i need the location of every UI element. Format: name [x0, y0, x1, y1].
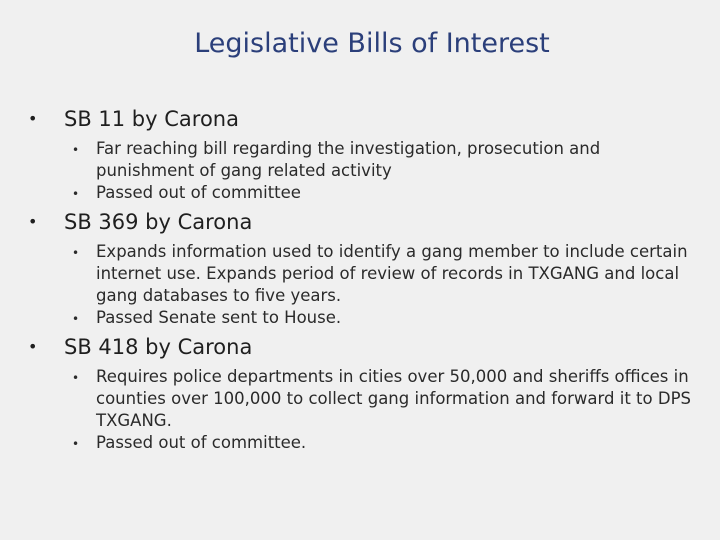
- bill-point: [28, 241, 698, 307]
- bullet-icon: •: [28, 212, 38, 231]
- bill-heading-text: SB 369 by Carona: [64, 210, 253, 234]
- bullet-icon: •: [28, 337, 38, 356]
- bill-points: [28, 241, 698, 329]
- slide-title: Legislative Bills of Interest: [194, 28, 550, 59]
- bill-point-text: Passed Senate sent to House.: [96, 308, 342, 327]
- bill-heading: [28, 332, 698, 362]
- bill-item-sb369: [28, 207, 698, 329]
- bill-item-sb11: [28, 104, 698, 204]
- bill-heading: [28, 104, 698, 134]
- bill-point-text: Far reaching bill regarding the investigation, prosecution and punishment of gang related activity: [96, 139, 601, 180]
- bill-point-text: Passed out of committee.: [96, 433, 307, 452]
- bill-heading-text: SB 418 by Carona: [64, 335, 253, 359]
- sub-bullet-icon: •: [72, 246, 80, 260]
- bill-point: [28, 366, 698, 432]
- bill-point: [28, 432, 698, 454]
- bullet-icon: •: [28, 109, 38, 128]
- bill-point-text: Requires police departments in cities over 50,000 and sheriffs offices in counties over 100,000 to collect gang information and forward it to DPS TXGANG.: [96, 367, 691, 430]
- sub-bullet-icon: •: [72, 371, 80, 385]
- sub-bullet-icon: •: [72, 187, 80, 201]
- sub-bullet-icon: •: [72, 312, 80, 326]
- bill-heading: [28, 207, 698, 237]
- bill-point-text: Expands information used to identify a gang member to include certain internet use. Expands period of review of records in TXGANG and local gang databases to five years.: [96, 242, 688, 305]
- sub-bullet-icon: •: [72, 437, 80, 451]
- bill-point: [28, 307, 698, 329]
- bill-point-text: Passed out of committee: [96, 183, 301, 202]
- sub-bullet-icon: •: [72, 143, 80, 157]
- bill-list: [28, 104, 698, 454]
- bill-points: [28, 138, 698, 204]
- bill-point: [28, 182, 698, 204]
- bill-heading-text: SB 11 by Carona: [64, 107, 239, 131]
- bill-item-sb418: [28, 332, 698, 454]
- bill-points: [28, 366, 698, 454]
- bill-point: [28, 138, 698, 182]
